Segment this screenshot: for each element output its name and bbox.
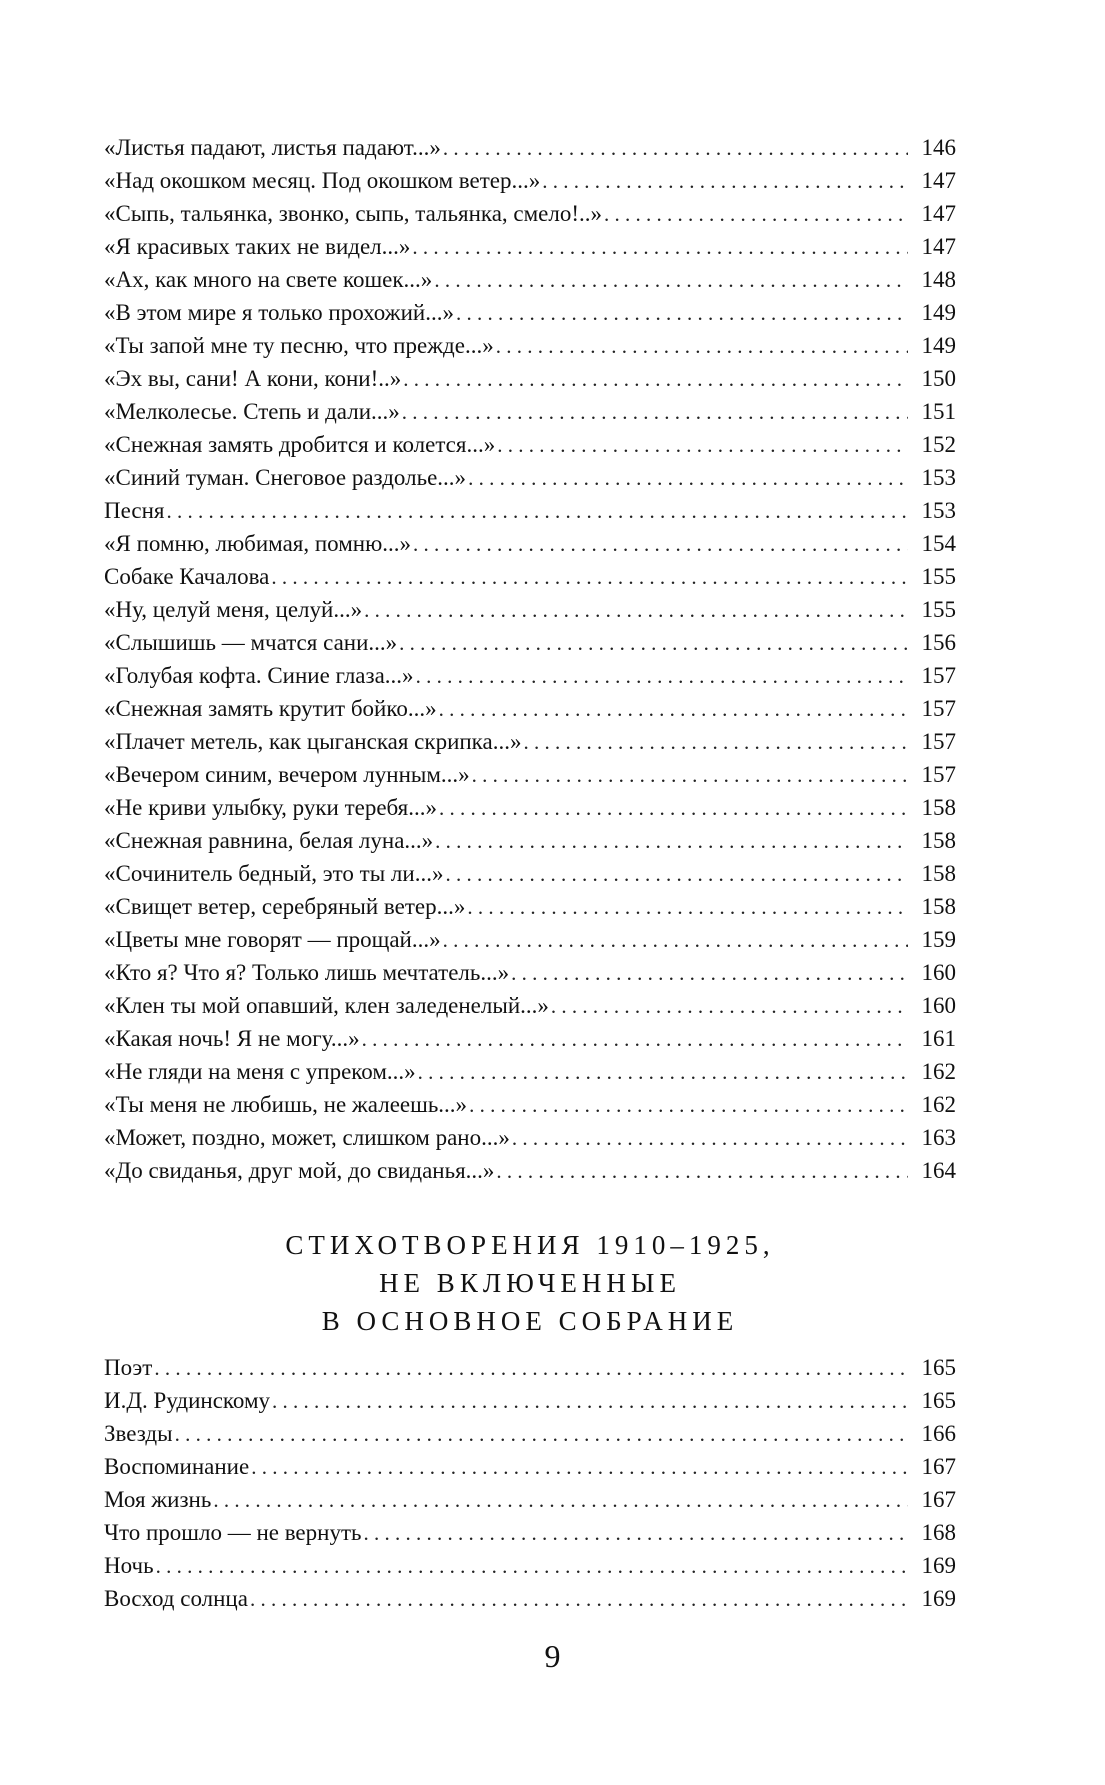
dot-leader <box>434 264 908 297</box>
toc-entry-page: 146 <box>921 135 956 160</box>
toc-entry <box>104 197 956 230</box>
dot-leader <box>403 363 908 396</box>
dot-leader <box>175 1418 908 1451</box>
section-heading <box>104 1226 956 1340</box>
toc-entry-page: 153 <box>921 498 956 523</box>
toc-entry-page: 155 <box>921 564 956 589</box>
toc-entry <box>104 560 956 593</box>
toc-entry-title: «Ну, целуй меня, целуй...» <box>104 597 363 622</box>
toc-list-main <box>104 131 956 1187</box>
toc-entry-title: «Над окошком месяц. Под окошком ветер...» <box>104 168 541 193</box>
toc-entry <box>104 956 956 989</box>
dot-leader <box>154 1352 908 1385</box>
toc-entry-page: 162 <box>921 1059 956 1084</box>
toc-entry-title: И.Д. Рудинскому <box>104 1388 271 1413</box>
toc-entry-title: Ночь <box>104 1553 154 1578</box>
dot-leader <box>443 924 908 957</box>
toc-entry-page: 158 <box>921 894 956 919</box>
toc-entry <box>104 692 956 725</box>
dot-leader <box>467 891 908 924</box>
toc-entry-title: «Снежная замять дробится и колется...» <box>104 432 496 457</box>
toc-entry <box>104 791 956 824</box>
toc-entry-page: 167 <box>921 1487 956 1512</box>
toc-entry <box>104 1022 956 1055</box>
toc-entry-title: «Плачет метель, как цыганская скрипка...» <box>104 729 522 754</box>
toc-entry-page: 157 <box>921 729 956 754</box>
toc-entry <box>104 263 956 296</box>
toc-entry-title: «Не криви улыбку, руки теребя...» <box>104 795 437 820</box>
dot-leader <box>439 792 908 825</box>
toc-entry-page: 161 <box>921 1026 956 1051</box>
section-heading-line: НЕ ВКЛЮЧЕННЫЕ <box>379 1268 681 1298</box>
toc-entry <box>104 890 956 923</box>
toc-entry <box>104 626 956 659</box>
toc-entry-title: «Сыпь, тальянка, звонко, сыпь, тальянка, смело!..» <box>104 201 603 226</box>
dot-leader <box>468 462 908 495</box>
toc-entry-page: 166 <box>921 1421 956 1446</box>
toc-entry-page: 158 <box>921 828 956 853</box>
toc-entry-page: 154 <box>921 531 956 556</box>
toc-entry <box>104 1154 956 1187</box>
toc-list-appendix <box>104 1351 956 1615</box>
toc-entry <box>104 461 956 494</box>
dot-leader <box>604 198 908 231</box>
dot-leader <box>364 1517 909 1550</box>
toc-entry-page: 157 <box>921 696 956 721</box>
toc-entry <box>104 758 956 791</box>
dot-leader <box>272 1385 908 1418</box>
toc-entry-page: 164 <box>921 1158 956 1183</box>
dot-leader <box>435 825 908 858</box>
toc-entry-page: 147 <box>921 234 956 259</box>
toc-entry-title: «Ах, как много на свете кошек...» <box>104 267 433 292</box>
toc-entry-page: 150 <box>921 366 956 391</box>
toc-entry-page: 153 <box>921 465 956 490</box>
toc-entry-title: «Может, поздно, может, слишком рано...» <box>104 1125 510 1150</box>
toc-entry-page: 156 <box>921 630 956 655</box>
dot-leader <box>511 957 908 990</box>
dot-leader <box>456 297 908 330</box>
toc-entry-title: «Снежная равнина, белая луна...» <box>104 828 434 853</box>
toc-entry-title: «Слышишь — мчатся сани...» <box>104 630 398 655</box>
toc-entry-title: «Снежная замять крутит бойко...» <box>104 696 437 721</box>
toc-entry-title: «До свиданья, друг мой, до свиданья...» <box>104 1158 495 1183</box>
toc-entry <box>104 527 956 560</box>
toc-entry-title: Собаке Качалова <box>104 564 270 589</box>
dot-leader <box>251 1451 908 1484</box>
toc-entry-page: 158 <box>921 795 956 820</box>
toc-entry-page: 162 <box>921 1092 956 1117</box>
toc-entry-title: «Не гляди на меня с упреком...» <box>104 1059 416 1084</box>
toc-entry <box>104 923 956 956</box>
toc-entry-title: «Эх вы, сани! А кони, кони!..» <box>104 366 402 391</box>
toc-entry-page: 149 <box>921 333 956 358</box>
dot-leader <box>402 396 908 429</box>
toc-entry-title: «В этом мире я только прохожий...» <box>104 300 454 325</box>
toc-entry-title: «Цветы мне говорят — прощай...» <box>104 927 441 952</box>
toc-entry-title: Что прошло — не вернуть <box>104 1520 362 1545</box>
toc-entry <box>104 1088 956 1121</box>
toc-entry <box>104 329 956 362</box>
toc-entry-page: 159 <box>921 927 956 952</box>
dot-leader <box>399 627 908 660</box>
dot-leader <box>445 858 908 891</box>
toc-entry <box>104 131 956 164</box>
toc-entry <box>104 1450 956 1483</box>
toc-entry <box>104 1351 956 1384</box>
toc-entry-page: 151 <box>921 399 956 424</box>
dot-leader <box>523 726 908 759</box>
toc-entry <box>104 1582 956 1615</box>
toc-entry-title: «Листья падают, листья падают...» <box>104 135 441 160</box>
toc-entry-page: 147 <box>921 201 956 226</box>
toc-entry-page: 149 <box>921 300 956 325</box>
toc-entry-title: «Синий туман. Снеговое раздолье...» <box>104 465 467 490</box>
toc-entry <box>104 1384 956 1417</box>
toc-entry-title: Моя жизнь <box>104 1487 212 1512</box>
toc-entry-page: 148 <box>921 267 956 292</box>
toc-entry-page: 165 <box>921 1388 956 1413</box>
dot-leader <box>156 1550 908 1583</box>
toc-entry <box>104 296 956 329</box>
toc-entry-title: «Кто я? Что я? Только лишь мечтатель...» <box>104 960 510 985</box>
toc-entry <box>104 725 956 758</box>
toc-entry <box>104 1121 956 1154</box>
toc-entry-title: Звезды <box>104 1421 173 1446</box>
dot-leader <box>250 1583 908 1616</box>
toc-entry-title: «Ты меня не любишь, не жалеешь...» <box>104 1092 468 1117</box>
toc-entry <box>104 362 956 395</box>
toc-entry-title: Песня <box>104 498 165 523</box>
toc-entry-title: «Ты запой мне ту песню, что прежде...» <box>104 333 494 358</box>
dot-leader <box>213 1484 908 1517</box>
toc-entry <box>104 1055 956 1088</box>
toc-entry-page: 152 <box>921 432 956 457</box>
toc-entry-page: 157 <box>921 663 956 688</box>
toc-entry-title: «Голубая кофта. Синие глаза...» <box>104 663 414 688</box>
toc-entry-title: Воспоминание <box>104 1454 250 1479</box>
dot-leader <box>472 759 908 792</box>
page-number: 9 <box>544 1638 561 1674</box>
dot-leader <box>413 528 908 561</box>
dot-leader <box>167 495 909 528</box>
toc-entry <box>104 428 956 461</box>
toc-entry-title: «Сочинитель бедный, это ты ли...» <box>104 861 444 886</box>
dot-leader <box>512 1122 908 1155</box>
dot-leader <box>416 660 908 693</box>
dot-leader <box>551 990 908 1023</box>
dot-leader <box>362 1023 908 1056</box>
toc-entry-page: 147 <box>921 168 956 193</box>
toc-entry-title: Восход солнца <box>104 1586 248 1611</box>
toc-entry <box>104 1516 956 1549</box>
toc-entry-page: 160 <box>921 993 956 1018</box>
dot-leader <box>439 693 908 726</box>
toc-entry <box>104 1549 956 1582</box>
dot-leader <box>496 330 908 363</box>
toc-entry <box>104 164 956 197</box>
toc-entry-page: 163 <box>921 1125 956 1150</box>
toc-entry <box>104 824 956 857</box>
section-heading-line: В ОСНОВНОЕ СОБРАНИЕ <box>321 1306 739 1336</box>
dot-leader <box>496 1155 908 1188</box>
toc-entry-page: 160 <box>921 960 956 985</box>
dot-leader <box>443 132 908 165</box>
toc-entry <box>104 395 956 428</box>
toc-entry <box>104 1483 956 1516</box>
dot-leader <box>497 429 908 462</box>
toc-entry-page: 169 <box>921 1553 956 1578</box>
toc-entry-page: 158 <box>921 861 956 886</box>
toc-entry-page: 169 <box>921 1586 956 1611</box>
toc-entry-page: 167 <box>921 1454 956 1479</box>
toc-entry-title: «Какая ночь! Я не могу...» <box>104 1026 360 1051</box>
toc-entry-page: 155 <box>921 597 956 622</box>
dot-leader <box>469 1089 908 1122</box>
section-heading-line: СТИХОТВОРЕНИЯ 1910–1925, <box>285 1230 775 1260</box>
toc-entry-page: 157 <box>921 762 956 787</box>
toc-entry <box>104 593 956 626</box>
dot-leader <box>418 1056 908 1089</box>
dot-leader <box>412 231 908 264</box>
toc-entry-title: «Мелколесье. Степь и дали...» <box>104 399 400 424</box>
toc-entry <box>104 230 956 263</box>
toc-entry <box>104 857 956 890</box>
toc-entry-title: «Клен ты мой опавший, клен заледенелый...» <box>104 993 549 1018</box>
toc-entry <box>104 494 956 527</box>
toc-entry <box>104 989 956 1022</box>
dot-leader <box>364 594 908 627</box>
toc-entry-page: 168 <box>921 1520 956 1545</box>
toc-entry <box>104 1417 956 1450</box>
dot-leader <box>271 561 908 594</box>
toc-entry-title: «Я красивых таких не видел...» <box>104 234 411 259</box>
toc-entry-title: Поэт <box>104 1355 153 1380</box>
toc-entry-title: «Свищет ветер, серебряный ветер...» <box>104 894 466 919</box>
toc-entry <box>104 659 956 692</box>
toc-entry-title: «Я помню, любимая, помню...» <box>104 531 412 556</box>
toc-entry-page: 165 <box>921 1355 956 1380</box>
toc-entry-title: «Вечером синим, вечером лунным...» <box>104 762 470 787</box>
dot-leader <box>542 165 908 198</box>
